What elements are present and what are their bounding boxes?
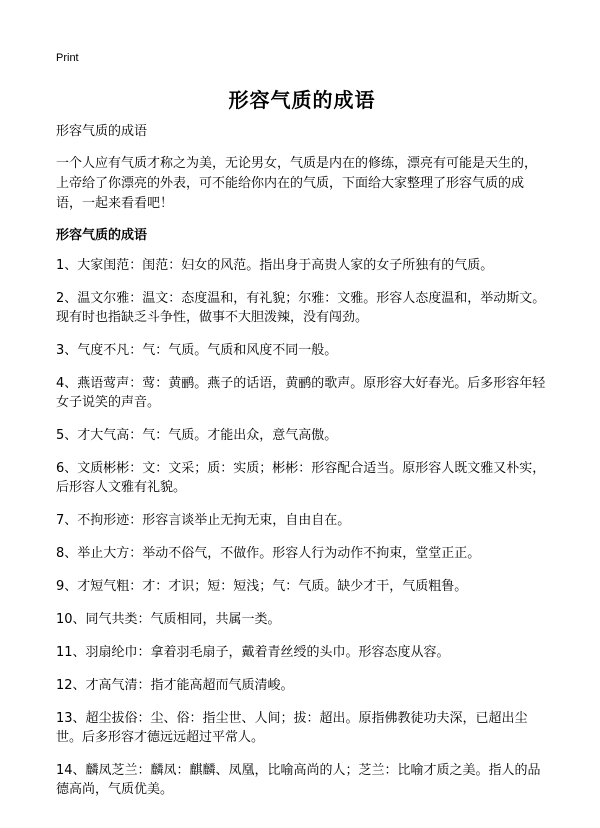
idiom-item: 5、才大气高：气：气质。才能出众，意气高傲。 [56,428,338,443]
idiom-item: 11、羽扇纶巾：拿着羽毛扇子，戴着青丝绶的头巾。形容态度从容。 [56,645,450,660]
idiom-item: 9、才短气粗：才：才识；短：短浅；气：气质。缺少才干，气质粗鲁。 [56,579,468,594]
section-heading: 形容气质的成语 [56,228,148,243]
idiom-item: 10、同气共类：气质相同，共属一类。 [56,612,281,627]
document-page [56,46,548,813]
page-title: 形容气质的成语 [228,88,376,112]
print-link[interactable]: Print [56,52,79,64]
article-subtitle: 形容气质的成语 [56,124,148,139]
idiom-item: 14、麟凤芝兰：麟凤：麒麟、凤凰，比喻高尚的人；芝兰：比喻才质之美。指人的品德高尚，气质优美。 [56,763,541,797]
idiom-item: 1、大家闺范：闺范：妇女的风范。指出身于高贵人家的女子所独有的气质。 [56,258,494,273]
idiom-item: 4、燕语莺声：莺：黄鹂。燕子的话语，黄鹂的歌声。原形容大好春光。后多形容年轻女子说笑的声音。 [56,376,546,410]
idiom-list [56,256,548,799]
intro-paragraph: 一个人应有气质才称之为美，无论男女，气质是内在的修练，漂亮有可能是天生的，上帝给了你漂亮的外表，可不能给你内在的气质，下面给大家整理了形容气质的成语，一起来看看吧！ [56,156,538,211]
idiom-item: 2、温文尔雅：温文：态度温和，有礼貌；尔雅：文雅。形容人态度温和，举动斯文。现有时也指缺乏斗争性，做事不大胆泼辣，没有闯劲。 [56,291,546,325]
idiom-item: 7、不拘形迹：形容言谈举止无拘无束，自由自在。 [56,513,351,528]
idiom-item: 13、超尘拔俗：尘、俗：指尘世、人间；拔：超出。原指佛教徒功夫深，已超出尘世。后多形容才德远远超过平常人。 [56,711,528,745]
idiom-item: 12、才高气清：指才能高超而气质清峻。 [56,678,294,693]
idiom-item: 6、文质彬彬：文：文采；质：实质；彬彬：形容配合适当。原形容人既文雅又朴实，后形容人文雅有礼貌。 [56,461,546,495]
idiom-item: 3、气度不凡：气：气质。气质和风度不同一般。 [56,343,338,358]
idiom-item: 8、举止大方：举动不俗气，不做作。形容人行为动作不拘束，堂堂正正。 [56,546,481,561]
